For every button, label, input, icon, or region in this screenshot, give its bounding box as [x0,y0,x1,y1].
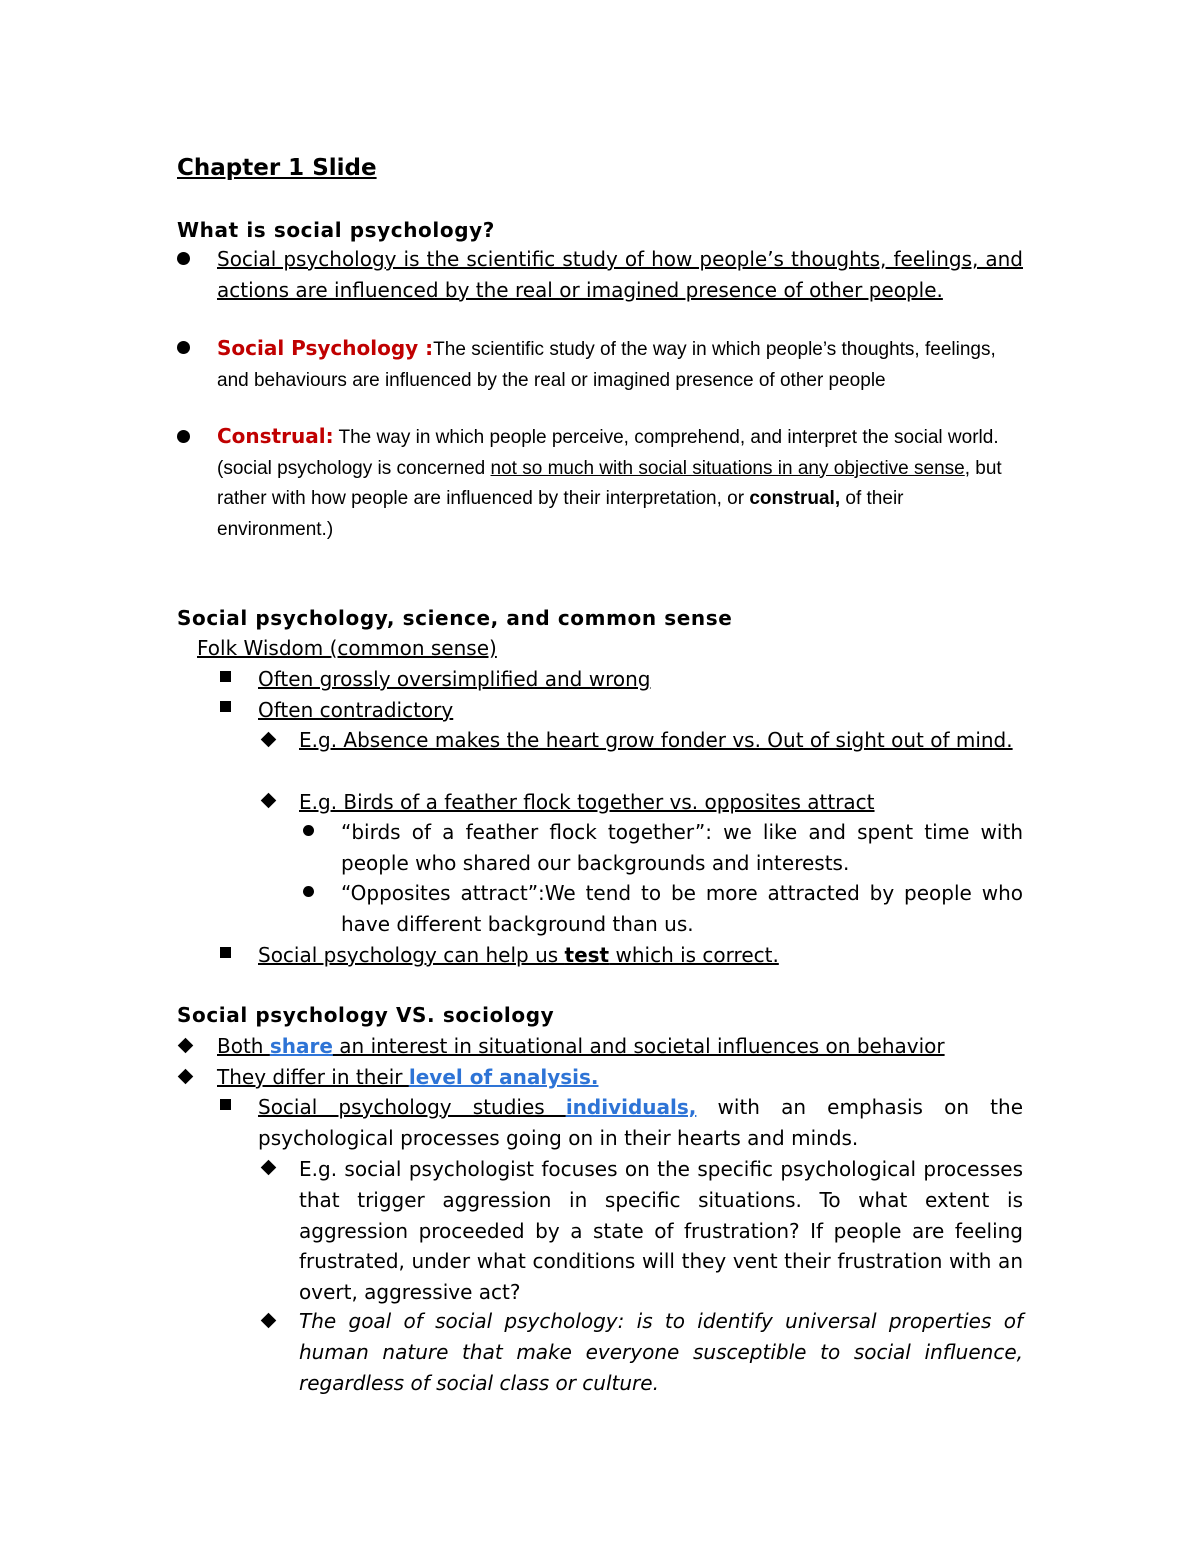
text-a: Social psychology studies [258,1095,566,1119]
list-item: E.g. social psychologist focuses on the specific psychological processes that trigger aggression in specific situations. To what extent is aggression proceeded by a state of frustration? If people are feeling frustrated, under what conditions will they vent their frustration with an overt, aggressive act? [299,1157,1023,1305]
bullet-diamond-icon [261,793,277,809]
bullet-dot-icon [177,430,190,443]
bullet-square-icon [220,947,231,958]
section-heading-common-sense: Social psychology, science, and common sense [177,606,733,630]
text-a: Social psychology can help us [258,943,565,967]
text-a: They differ in their [217,1065,409,1089]
construal-text-c: of their environment.) [217,488,904,540]
construal-text-underlined: not so much with social situations in any objective sense [490,457,965,479]
bullet-dot-icon [177,252,190,265]
folk-wisdom-label: Folk Wisdom (common sense) [197,636,497,660]
bullet-square-icon [220,701,231,712]
list-item [258,940,779,971]
text-c: an interest in situational and societal influences on behavior [332,1034,945,1058]
list-item [217,1062,599,1093]
list-item [258,1092,1023,1154]
list-item: The goal of social psychology: is to identify universal properties of human nature that make everyone susceptible to social influence, regardless of social class or culture. [299,1309,1023,1395]
text-bold: test [564,943,610,967]
term-social-psychology: Social Psychology : [217,336,434,360]
section-heading-what-is: What is social psychology? [177,218,495,242]
construal-text-a: The way in which people perceive, comprehend, and interpret the social world. (social psychology is concerned [217,427,999,479]
list-item: “Opposites attract”:We tend to be more attracted by people who have different background than us. [341,881,1023,936]
term-construal: Construal: [217,424,334,448]
bullet-dot-icon [303,886,314,897]
construal-bold: construal, [749,488,841,509]
list-item [217,1031,945,1062]
bullet-dot-icon [177,341,190,354]
text-c: with an emphasis on the psychological processes going on in their hearts and minds. [258,1095,1023,1150]
bullet-square-icon [220,671,231,682]
highlight-individuals: individuals, [565,1095,697,1119]
bullet-dot-icon [303,825,314,836]
list-item: Often grossly oversimplified and wrong [258,667,651,691]
page-title: Chapter 1 Slide [177,155,377,181]
social-psychology-definition [217,333,1023,396]
text-c: which is correct. [609,943,779,967]
definition-paragraph: Social psychology is the scientific study of how people’s thoughts, feelings, and actions are influenced by the real or imagined presence of other people. [217,247,1023,302]
definition-text: The scientific study of the way in which people’s thoughts, feelings, and behaviours are influenced by the real or imagined presence of other people [217,339,996,391]
construal-definition [217,421,1023,545]
section-heading-vs-sociology: Social psychology VS. sociology [177,1003,555,1027]
bullet-diamond-icon [261,1313,277,1329]
highlight-share: share [269,1034,333,1058]
construal-text-b: , but rather with how people are influenced by their interpretation, or [217,457,1002,509]
text-a: Both [217,1034,270,1058]
bullet-diamond-icon [178,1038,194,1054]
bullet-diamond-icon [261,732,277,748]
highlight-level-of-analysis: level of analysis. [408,1065,599,1089]
list-item: E.g. Absence makes the heart grow fonder vs. Out of sight out of mind. [299,728,1013,752]
list-item: “birds of a feather flock together”: we like and spent time with people who shared our backgrounds and interests. [341,820,1023,875]
list-item: Often contradictory [258,698,454,722]
bullet-diamond-icon [261,1160,277,1176]
bullet-diamond-icon [178,1069,194,1085]
list-item: E.g. Birds of a feather flock together vs. opposites attract [299,790,875,814]
bullet-square-icon [220,1099,231,1110]
